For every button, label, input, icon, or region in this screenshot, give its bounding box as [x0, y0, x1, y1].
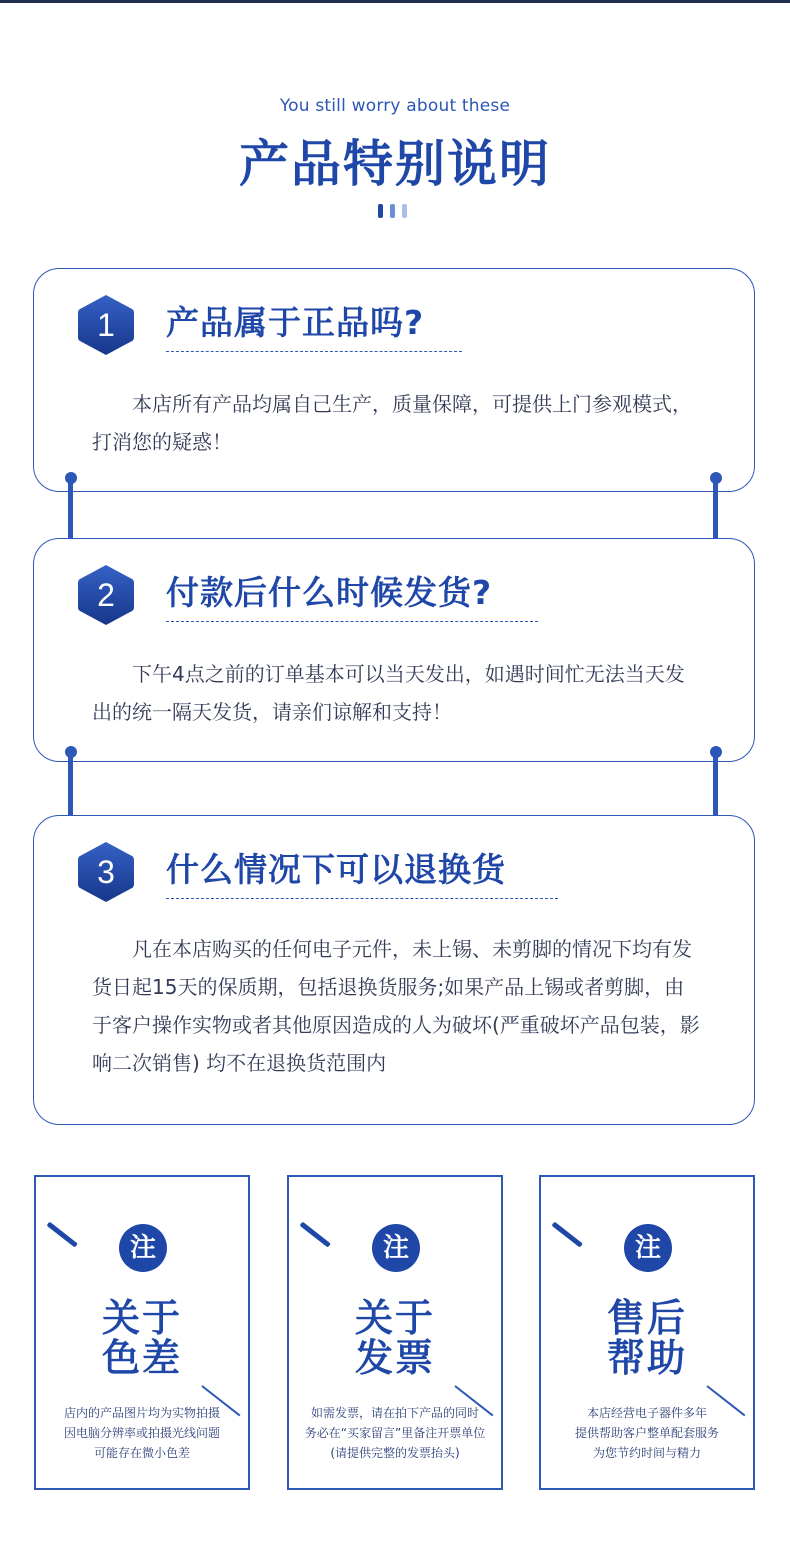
note-title-line2: 发票 [354, 1336, 435, 1380]
decorative-slash [551, 1222, 582, 1248]
faq-card-1 [33, 268, 755, 492]
question-underline [166, 351, 462, 352]
faq-question: 付款后什么时候发货? [166, 573, 493, 612]
note-text-line: 务必在“买家留言”里备注开票单位 [304, 1426, 486, 1440]
note-card-invoice [287, 1175, 503, 1490]
note-text-line: 因电脑分辨率或拍摄光线问题 [63, 1426, 220, 1440]
page-title: 产品特别说明 [239, 135, 551, 193]
note-badge-icon: 注 [372, 1224, 420, 1272]
note-badge-icon: 注 [624, 1224, 672, 1272]
note-title-line1: 售后 [606, 1296, 687, 1340]
faq-number: 2 [97, 577, 115, 613]
note-card-color-difference [34, 1175, 250, 1490]
number-badge-icon [76, 840, 136, 904]
number-badge-icon [76, 563, 136, 627]
note-text-line: (请提供完整的发票抬头) [330, 1446, 460, 1460]
faq-answer: 凡在本店购买的任何电子元件，未上锡、未剪脚的情况下均有发货日起15天的保质期，包括退换货服务;如果产品上锡或者剪脚，由于客户操作实物或者其他原因造成的人为破坏(严重破坏产品包装，影响二次销售) 均不在退换货范围内 [92, 937, 700, 1075]
decorative-slash [46, 1222, 77, 1248]
faq-question: 产品属于正品吗? [166, 303, 425, 342]
note-text-line: 可能存在微小色差 [93, 1446, 190, 1460]
faq-card-3 [33, 815, 755, 1125]
question-underline [166, 621, 538, 622]
note-title-line2: 帮助 [606, 1336, 687, 1380]
faq-card-2 [33, 538, 755, 762]
faq-number: 1 [97, 307, 115, 343]
note-text-line: 为您节约时间与精力 [592, 1446, 701, 1460]
header-subtitle: You still worry about these [279, 96, 511, 116]
title-decoration-bars [378, 204, 412, 218]
note-text-line: 如需发票，请在拍下产品的同时 [310, 1406, 479, 1420]
note-text-line: 本店经营电子器件多年 [586, 1406, 707, 1420]
note-title-line2: 色差 [101, 1336, 182, 1380]
decorative-slash [299, 1222, 330, 1248]
faq-answer: 下午4点之前的订单基本可以当天发出，如遇时间忙无法当天发出的统一隔天发货，请亲们谅解和支持！ [92, 662, 685, 724]
top-rule [0, 0, 790, 3]
faq-answer: 本店所有产品均属自己生产，质量保障，可提供上门参观模式，打消您的疑惑！ [92, 392, 692, 454]
number-badge-icon [76, 293, 136, 357]
faq-question: 什么情况下可以退换货 [166, 850, 506, 889]
note-text-line: 店内的产品图片均为实物拍摄 [63, 1406, 220, 1420]
note-card-after-sales [539, 1175, 755, 1490]
faq-number: 3 [97, 854, 115, 890]
question-underline [166, 898, 558, 899]
note-badge-icon: 注 [119, 1224, 167, 1272]
note-title-line1: 关于 [354, 1296, 435, 1340]
note-title-line1: 关于 [101, 1296, 182, 1340]
note-text-line: 提供帮助客户整单配套服务 [574, 1426, 719, 1440]
